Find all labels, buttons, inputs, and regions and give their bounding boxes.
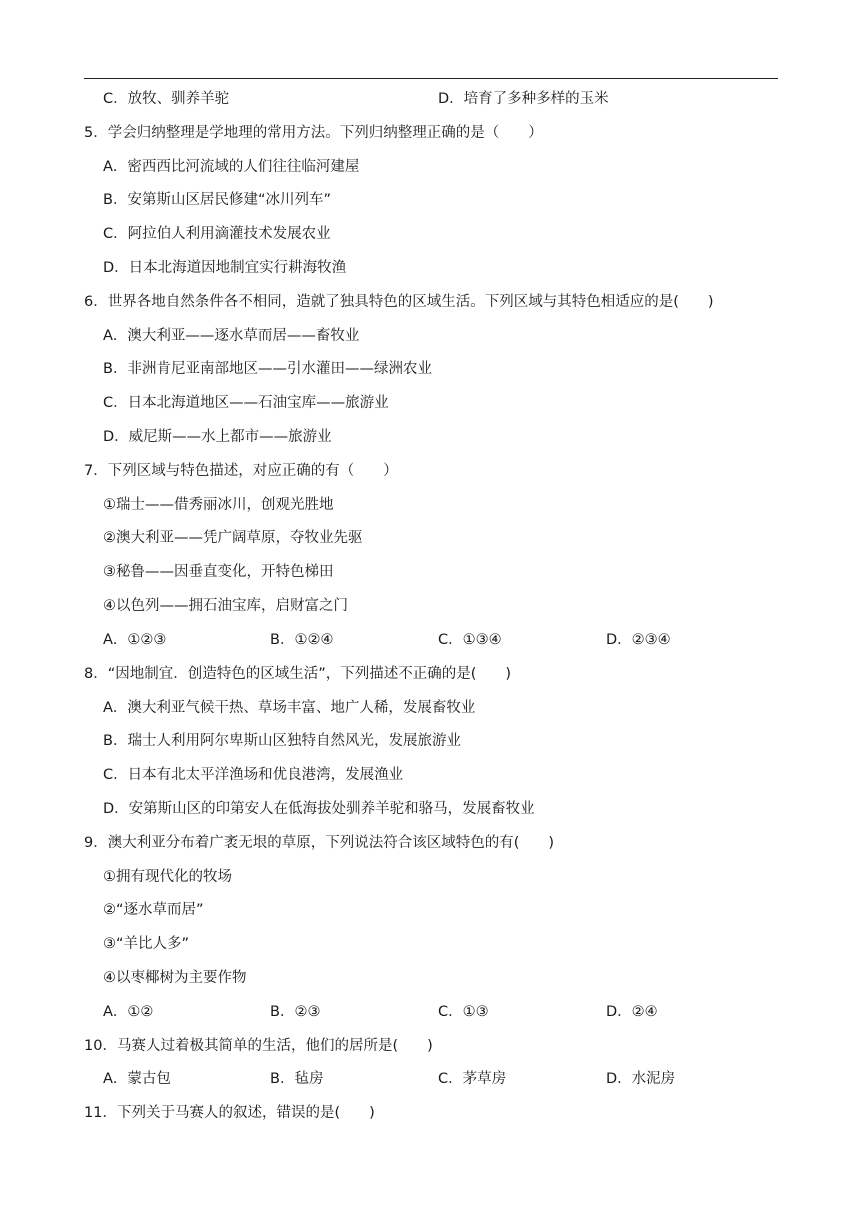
q6-option-b[interactable]: B．非洲肯尼亚南部地区——引水灌田——绿洲农业 bbox=[103, 361, 432, 377]
q8-stem: 8．“因地制宜．创造特色的区域生活”，下列描述不正确的是( ) bbox=[84, 666, 512, 682]
q9-option-a[interactable]: A．①② bbox=[103, 1004, 154, 1020]
q5-option-d[interactable]: D．日本北海道因地制宜实行耕海牧渔 bbox=[103, 260, 347, 276]
q8-option-c[interactable]: C．日本有北太平洋渔场和优良港湾，发展渔业 bbox=[103, 767, 404, 783]
q10-option-d[interactable]: D．水泥房 bbox=[606, 1071, 676, 1087]
q5-option-a[interactable]: A．密西西比河流域的人们往往临河建屋 bbox=[103, 159, 360, 175]
q8-option-a[interactable]: A．澳大利亚气候干热、草场丰富、地广人稀，发展畜牧业 bbox=[103, 700, 476, 716]
q7-item-3: ③秘鲁——因垂直变化，开特色梯田 bbox=[103, 564, 334, 580]
q9-item-2: ②“逐水草而居” bbox=[103, 902, 204, 918]
q7-option-a[interactable]: A．①②③ bbox=[103, 632, 167, 648]
q10-option-b[interactable]: B．毡房 bbox=[270, 1071, 324, 1087]
q7-stem: 7．下列区域与特色描述，对应正确的有（ ） bbox=[84, 463, 398, 479]
q9-item-1: ①拥有现代化的牧场 bbox=[103, 869, 232, 885]
q5-option-c[interactable]: C．阿拉伯人利用滴灌技术发展农业 bbox=[103, 226, 331, 242]
q6-stem: 6．世界各地自然条件各不相同，造就了独具特色的区域生活。下列区域与其特色相适应的是( ) bbox=[84, 294, 714, 310]
q11-stem: 11．下列关于马赛人的叙述，错误的是( ) bbox=[84, 1105, 375, 1121]
header-rule bbox=[84, 78, 778, 79]
q9-item-3: ③“羊比人多” bbox=[103, 936, 190, 952]
q9-stem: 9．澳大利亚分布着广袤无垠的草原，下列说法符合该区域特色的有( ) bbox=[84, 835, 555, 851]
q7-item-4: ④以色列——拥石油宝库，启财富之门 bbox=[103, 598, 348, 614]
q5-stem: 5．学会归纳整理是学地理的常用方法。下列归纳整理正确的是（ ） bbox=[84, 125, 543, 141]
q10-option-a[interactable]: A．蒙古包 bbox=[103, 1071, 171, 1087]
q10-option-c[interactable]: C．茅草房 bbox=[438, 1071, 507, 1087]
q9-item-4: ④以枣椰树为主要作物 bbox=[103, 970, 247, 986]
q6-option-a[interactable]: A．澳大利亚——逐水草而居——畜牧业 bbox=[103, 328, 360, 344]
q7-item-1: ①瑞士——借秀丽冰川，创观光胜地 bbox=[103, 497, 334, 513]
q8-option-d[interactable]: D．安第斯山区的印第安人在低海拔处驯养羊驼和骆马，发展畜牧业 bbox=[103, 801, 535, 817]
q5-option-b[interactable]: B．安第斯山区居民修建“冰川列车” bbox=[103, 192, 331, 208]
q7-option-b[interactable]: B．①②④ bbox=[270, 632, 334, 648]
q6-option-d[interactable]: D．威尼斯——水上都市——旅游业 bbox=[103, 429, 332, 445]
q10-stem: 10．马赛人过着极其简单的生活，他们的居所是( ) bbox=[84, 1038, 433, 1054]
q9-option-d[interactable]: D．②④ bbox=[606, 1004, 658, 1020]
q7-item-2: ②澳大利亚——凭广阔草原，夺牧业先驱 bbox=[103, 530, 363, 546]
q7-option-d[interactable]: D．②③④ bbox=[606, 632, 671, 648]
q9-option-c[interactable]: C．①③ bbox=[438, 1004, 489, 1020]
q4-option-c[interactable]: C．放牧、驯养羊驼 bbox=[103, 91, 230, 107]
q4-option-d[interactable]: D．培育了多种多样的玉米 bbox=[438, 91, 609, 107]
q9-option-b[interactable]: B．②③ bbox=[270, 1004, 321, 1020]
q8-option-b[interactable]: B．瑞士人利用阿尔卑斯山区独特自然风光，发展旅游业 bbox=[103, 733, 461, 749]
q7-option-c[interactable]: C．①③④ bbox=[438, 632, 502, 648]
q6-option-c[interactable]: C．日本北海道地区——石油宝库——旅游业 bbox=[103, 395, 389, 411]
